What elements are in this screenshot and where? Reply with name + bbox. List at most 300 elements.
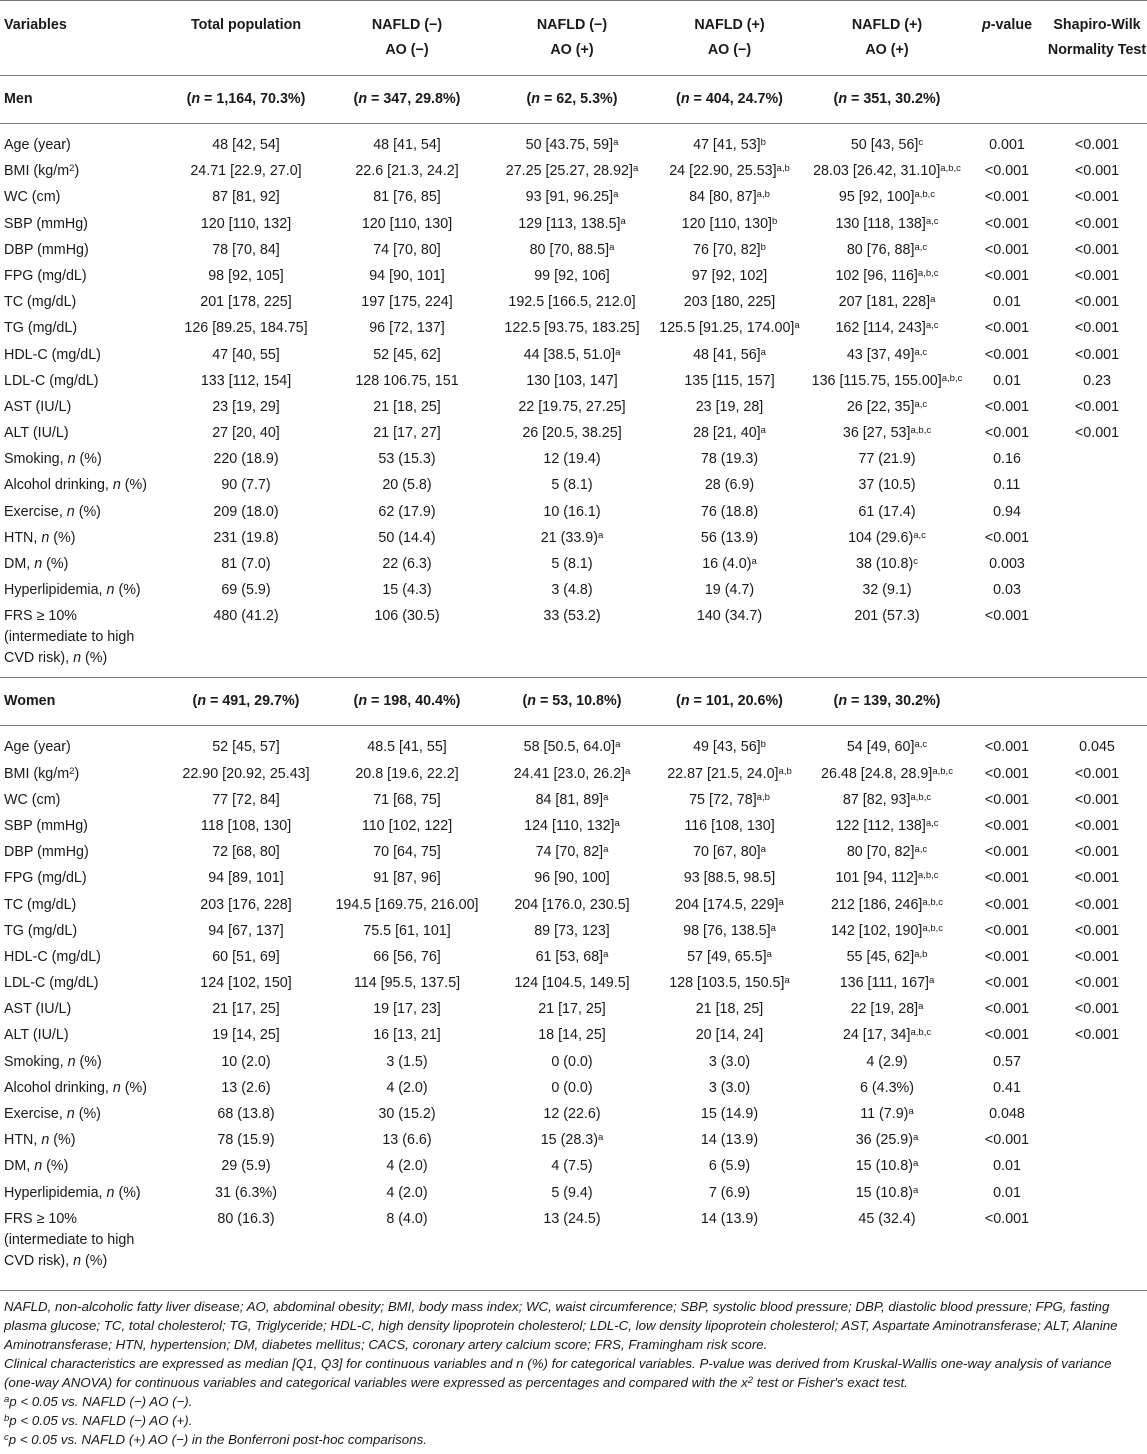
significance-marker: c: [913, 556, 918, 567]
italic-n: n: [358, 693, 368, 710]
italic-p: p: [981, 17, 991, 33]
data-cell: 204 [176.0, 230.5]: [514, 896, 630, 913]
data-cell: 61 (17.4): [858, 503, 916, 520]
data-cell: 15 (14.9): [700, 1106, 759, 1122]
significance-marker: a: [613, 189, 619, 201]
table-row: [0, 318, 1147, 344]
normality-cell: <0.001: [1074, 896, 1120, 913]
data-cell: 55 [45, 62]$^{a,b}$: [846, 948, 928, 965]
significance-marker: a: [918, 1001, 924, 1013]
group-label: Women: [4, 693, 56, 710]
group-count: (n = 404, 24.7%): [676, 91, 783, 107]
p-value-cell: 0.11: [993, 477, 1021, 494]
significance-marker: a: [766, 948, 772, 960]
normality-cell: [1047, 1078, 1147, 1104]
data-cell: 30 (15.2): [378, 1106, 436, 1122]
normality-cell: [1047, 1156, 1147, 1182]
italic-n: n: [73, 650, 82, 667]
data-cell: 22 (6.3): [382, 556, 432, 572]
data-cell: 98 [76, 138.5]$^a$: [683, 922, 776, 939]
data-cell: 21 $(33.9)^a$: [540, 529, 604, 546]
significance-marker: a: [912, 1132, 919, 1144]
p-value-cell: <0.001: [984, 739, 1030, 756]
header-line-1: NAFLD (−): [371, 17, 443, 33]
normality-cell: <0.001: [1074, 189, 1120, 206]
row-label: FPG (mg/dL): [4, 267, 87, 284]
data-cell: 26 [20.5, 38.25]: [522, 425, 622, 442]
significance-marker: a: [613, 137, 619, 148]
data-cell: 3 (3.0): [708, 1079, 751, 1096]
data-cell: 32 (9.1): [862, 582, 912, 599]
data-cell: 56 (13.9): [700, 529, 759, 546]
row-label: TG (mg/dL): [4, 320, 78, 337]
data-cell: 162 [114, 243]$^{a,c}$: [835, 320, 939, 337]
data-cell: 74 [70, 82]$^a$: [535, 844, 609, 861]
p-value-cell: 0.003: [989, 556, 1025, 572]
data-cell: 12 (22.6): [543, 1106, 601, 1122]
data-cell: 3 (3.0): [708, 1053, 751, 1070]
header-line-2: AO (−): [707, 42, 752, 58]
data-cell: 43 [37, 49]$^{a,c}$: [846, 346, 928, 363]
normality-cell: [1047, 1183, 1147, 1209]
group-count: (n = 347, 29.8%): [353, 91, 461, 107]
normality-cell: <0.001: [1074, 844, 1120, 861]
data-cell: 126 [89.25, 184.75]: [184, 320, 308, 337]
normality-cell: <0.001: [1074, 137, 1120, 153]
data-cell: 3 (1.5): [386, 1053, 428, 1070]
data-cell: 209 (18.0): [213, 503, 279, 520]
row-label: Hyperlipidemia, n (%): [4, 1184, 141, 1201]
p-value-cell: <0.001: [984, 215, 1030, 232]
data-cell: 28 [21, 40]$^a$: [693, 425, 766, 442]
table-row: [0, 921, 1147, 947]
column-header: [652, 1, 807, 76]
row-label: DM, n (%): [4, 1158, 69, 1175]
normality-cell: [1047, 528, 1147, 554]
header-line-1: NAFLD (+): [694, 17, 765, 33]
p-value-cell: <0.001: [984, 163, 1030, 180]
row-label: Age (year): [4, 137, 71, 153]
significance-marker: a: [760, 346, 766, 358]
data-cell: 102 [96, 116]$^{a,b,c}$: [835, 267, 939, 284]
data-cell: 192.5 [166.5, 212.0]: [508, 294, 636, 311]
italic-n: n: [67, 451, 76, 468]
row-label: LDL-C (mg/dL): [4, 372, 99, 389]
data-cell: 24.41 [23.0, 26.2]$^a$: [513, 765, 631, 782]
row-label: DBP (mmHg): [4, 844, 89, 861]
data-cell: 36 [27, 53]$^{a,b,c}$: [842, 425, 932, 442]
data-cell: 136 [111, 167]$^a$: [839, 975, 935, 992]
significance-marker: a,b: [776, 163, 790, 175]
data-cell: 106 (30.5): [374, 608, 440, 625]
italic-n: n: [41, 529, 50, 546]
normality-cell: <0.001: [1074, 241, 1120, 258]
table-row: [0, 868, 1147, 894]
p-value-cell: 0.01: [993, 294, 1021, 311]
normality-cell: <0.001: [1074, 975, 1120, 992]
group-count: (n = 139, 30.2%): [833, 693, 941, 710]
data-cell: 24 [22.90, 25.53]$^{a,b}$: [669, 163, 790, 180]
normality-cell: <0.001: [1074, 425, 1120, 442]
row-label: TG (mg/dL): [4, 922, 78, 939]
significance-marker: a,b,c: [917, 267, 939, 279]
data-cell: 21 [17, 25]: [538, 1001, 606, 1018]
normality-cell: <0.001: [1074, 922, 1120, 939]
significance-marker: a,b,c: [940, 163, 961, 175]
significance-marker: c: [918, 137, 924, 148]
data-cell: 120 [110, 132]: [200, 215, 292, 232]
data-cell: 97 [92, 102]: [691, 267, 768, 284]
data-cell: 84 [81, 89]$^a$: [535, 791, 609, 808]
header-line-1: NAFLD (+): [851, 17, 923, 33]
data-cell: 93 [91, 96.25]$^a$: [525, 189, 619, 206]
data-cell: 49 [43, 56]$^b$: [693, 739, 766, 756]
row-label: HTN, n (%): [4, 1132, 76, 1149]
data-cell: 78 (15.9): [217, 1132, 275, 1149]
data-cell: 22 [19, 28]$^a$: [850, 1001, 924, 1018]
data-cell: 13 (24.5): [543, 1210, 601, 1227]
row-label: LDL-C (mg/dL): [4, 975, 99, 992]
table-row: [0, 764, 1147, 790]
data-cell: 22.87 [21.5, 24.0]$^{a,b}$: [667, 765, 792, 782]
data-cell: 22.90 [20.92, 25.43]: [182, 765, 310, 782]
data-cell: 84 [80, 87]$^{a,b}$: [689, 189, 770, 206]
italic-n: n: [73, 1252, 82, 1269]
row-label: SBP (mmHg): [4, 215, 88, 232]
data-cell: 23 [19, 29]: [212, 398, 280, 415]
italic-n: n: [66, 1106, 75, 1122]
significance-marker: a,c: [925, 215, 939, 227]
significance-marker: a,b,c: [910, 1027, 932, 1039]
data-cell: 77 (21.9): [858, 451, 916, 468]
italic-n: n: [106, 582, 115, 599]
data-cell: 62 (17.9): [378, 503, 436, 520]
data-cell: 27.25 [25.27, 28.92]$^a$: [505, 163, 639, 180]
p-value-cell: <0.001: [984, 267, 1030, 284]
data-cell: 87 [81, 92]: [212, 189, 280, 206]
significance-marker: a,b: [778, 765, 792, 777]
data-cell: 94 [89, 101]: [208, 870, 284, 887]
data-cell: 6 (4.3%): [859, 1079, 915, 1096]
significance-marker: a,b: [756, 189, 770, 201]
italic-n: n: [191, 91, 201, 107]
significance-marker: a: [794, 320, 800, 332]
data-cell: 50 [43.75, 59]$^a$: [525, 137, 619, 153]
italic-n: n: [67, 1053, 76, 1070]
header-line-2: Normality Test: [1047, 42, 1147, 58]
data-cell: 81 (7.0): [221, 556, 271, 572]
group-count: (n = 62, 5.3%): [526, 91, 618, 107]
significance-marker: b: [760, 241, 766, 253]
data-cell: 33 (53.2): [543, 608, 601, 625]
table-row: [0, 423, 1147, 449]
data-cell: 15 $(28.3)^a$: [540, 1132, 604, 1149]
column-header: [967, 1, 1047, 76]
data-cell: 26 [22, 35]$^{a,c}$: [846, 398, 928, 415]
significance-marker: a: [609, 241, 615, 253]
table-row: [0, 528, 1147, 554]
significance-marker: a,c: [914, 739, 928, 751]
data-cell: 122.5 [93.75, 183.25]: [504, 320, 640, 337]
column-header: [1047, 1, 1147, 76]
data-cell: 120 [110, 130]: [361, 215, 453, 232]
data-cell: 48.5 [41, 55]: [367, 739, 447, 756]
significance-marker: a: [778, 896, 784, 908]
p-value-cell: <0.001: [984, 320, 1030, 337]
p-value-cell: <0.001: [984, 791, 1030, 808]
data-cell: 90 (7.7): [221, 477, 271, 494]
data-cell: 5 (8.1): [551, 477, 593, 494]
data-cell: 29 (5.9): [221, 1158, 271, 1175]
table-row: [0, 292, 1147, 318]
data-cell: 124 [102, 150]: [200, 975, 292, 992]
normality-cell: <0.001: [1074, 163, 1120, 180]
group-row: [0, 76, 1147, 124]
italic-n: n: [66, 503, 75, 520]
row-label: FRS ≥ 10% (intermediate to high CVD risk), n (%): [4, 608, 135, 667]
data-cell: 50 (14.4): [378, 529, 436, 546]
data-cell: 48 [41, 54]: [373, 137, 441, 153]
italic-n: n: [527, 693, 537, 710]
data-cell: 21 [17, 27]: [373, 425, 441, 442]
data-cell: 68 (13.8): [217, 1106, 275, 1122]
data-cell: 72 [68, 80]: [212, 844, 280, 861]
data-cell: 37 (10.5): [858, 477, 916, 494]
normality-cell: [1047, 449, 1147, 475]
italic-n: n: [680, 693, 690, 710]
footnote-marker: c: [4, 1431, 9, 1443]
table-row: [0, 580, 1147, 606]
data-cell: 19 [17, 23]: [373, 1001, 441, 1018]
italic-n: n: [358, 91, 368, 107]
data-cell: 20.8 [19.6, 22.2]: [355, 765, 459, 782]
significance-marker: a,c: [925, 320, 939, 332]
data-cell: 95 [92, 100]$^{a,b,c}$: [838, 189, 936, 206]
data-cell: 5 (9.4): [551, 1184, 593, 1201]
data-cell: 58 [50.5, 64.0]$^a$: [523, 739, 621, 756]
table-header: [0, 1, 1147, 76]
group-row: [0, 678, 1147, 726]
p-value-cell: <0.001: [984, 1027, 1030, 1044]
p-value-cell: <0.001: [984, 1132, 1030, 1149]
p-value-cell: 0.01: [993, 372, 1021, 389]
footnote-line: $^a$p < 0.05 vs. NAFLD (−) AO (−).: [4, 1393, 193, 1409]
data-cell: 140 (34.7): [696, 608, 763, 625]
data-cell: 24 [17, 34]$^{a,b,c}$: [842, 1027, 932, 1044]
significance-marker: a: [620, 215, 626, 227]
significance-marker: a: [615, 739, 621, 751]
row-label: Alcohol drinking, n (%): [4, 477, 148, 494]
table-row: [0, 1052, 1147, 1078]
p-value-cell: <0.001: [984, 1001, 1030, 1018]
data-cell: 19 (4.7): [704, 582, 755, 599]
table-row: [0, 266, 1147, 292]
normality-cell: <0.001: [1074, 791, 1120, 808]
empty-cell: [967, 76, 1047, 124]
data-cell: 118 [108, 130]: [200, 817, 292, 834]
data-cell: 7 (6.9): [708, 1184, 751, 1201]
group-count: (n = 53, 10.8%): [522, 693, 622, 710]
row-label: WC (cm): [4, 791, 61, 808]
data-cell: 120 [110, 130]$^b$: [681, 215, 778, 232]
row-label: ALT (IU/L): [4, 1027, 69, 1044]
significance-marker: a: [597, 1132, 604, 1144]
row-label: ALT (IU/L): [4, 425, 69, 442]
data-cell: 10 (16.1): [543, 503, 601, 520]
header-line-1: p-value: [981, 17, 1033, 33]
empty-cell: [967, 678, 1047, 726]
data-cell: 194.5 [169.75, 216.00]: [335, 896, 479, 913]
normality-cell: 0.23: [1083, 372, 1111, 389]
significance-marker: a: [597, 529, 604, 541]
data-cell: 18 [14, 25]: [538, 1027, 606, 1044]
normality-cell: <0.001: [1074, 1027, 1120, 1044]
significance-marker: a,b,c: [917, 870, 939, 882]
table-row: [0, 1078, 1147, 1104]
header-line-1: NAFLD (−): [536, 17, 608, 33]
p-value-cell: <0.001: [984, 1210, 1030, 1227]
p-value-cell: 0.03: [993, 582, 1021, 599]
significance-marker: a,b,c: [922, 922, 944, 934]
data-cell: 75.5 [61, 101]: [363, 922, 451, 939]
table-footnotes: [0, 1290, 1147, 1449]
column-header: [807, 1, 967, 76]
data-cell: 61 [53, 68]$^a$: [535, 948, 609, 965]
italic-n: n: [531, 91, 540, 107]
data-cell: 53 (15.3): [378, 451, 436, 468]
italic-n: n: [197, 693, 207, 710]
row-label: BMI $(kg/m^2)$: [4, 765, 80, 782]
significance-marker: a,c: [914, 398, 928, 410]
data-cell: 203 [180, 225]: [683, 294, 776, 311]
data-cell: 75 [72, 78]$^{a,b}$: [689, 791, 770, 808]
significance-marker: a,b,c: [932, 765, 953, 777]
row-label: DBP (mmHg): [4, 241, 89, 258]
table-row: [0, 1156, 1147, 1182]
data-cell: 57 [49, 65.5]$^a$: [687, 948, 772, 965]
significance-marker: a: [760, 425, 766, 437]
row-label: HDL-C (mg/dL): [4, 948, 101, 965]
data-cell: 76 (18.8): [700, 503, 759, 520]
normality-cell: <0.001: [1074, 948, 1120, 965]
footnote-line: $^b$p < 0.05 vs. NAFLD (−) AO (+).: [4, 1412, 193, 1428]
data-cell: 89 [73, 123]: [534, 922, 610, 939]
data-cell: 104 $(29.6)^{a,c}$: [848, 529, 926, 546]
p-value-cell: 0.41: [993, 1079, 1021, 1096]
data-cell: 5 (8.1): [551, 556, 593, 572]
data-cell: 22 [19.75, 27.25]: [518, 398, 626, 415]
row-label: WC (cm): [4, 189, 61, 206]
row-label: SBP (mmHg): [4, 817, 88, 834]
significance-marker: a: [908, 1106, 914, 1117]
table-body: [0, 76, 1147, 1280]
table-row: [0, 1104, 1147, 1130]
significance-marker: a: [770, 922, 776, 934]
data-cell: 28.03 [26.42, 31.10]$^{a,b,c}$: [813, 163, 961, 180]
significance-marker: a,b,c: [922, 896, 944, 908]
table-row: [0, 397, 1147, 423]
data-cell: 16 $(4.0)^a$: [702, 556, 757, 572]
table-row: [0, 973, 1147, 999]
column-header: [492, 1, 652, 76]
table-row: [0, 124, 1147, 162]
significance-marker: a,c: [913, 529, 926, 541]
data-cell: 4 (2.0): [386, 1184, 428, 1201]
table-row: [0, 606, 1147, 678]
data-cell: 0 (0.0): [551, 1079, 593, 1096]
data-cell: 21 [18, 25]: [695, 1001, 764, 1018]
row-label: Age (year): [4, 739, 71, 756]
data-cell: 98 [92, 105]: [208, 267, 284, 284]
data-cell: 69 (5.9): [221, 582, 271, 599]
data-cell: 142 [102, 190]$^{a,b,c}$: [830, 922, 944, 939]
p-value-cell: <0.001: [984, 922, 1030, 939]
table-row: [0, 345, 1147, 371]
normality-cell: [1047, 502, 1147, 528]
normality-cell: <0.001: [1074, 398, 1120, 415]
data-cell: 81 [76, 85]: [373, 189, 441, 206]
data-cell: 101 [94, 112]$^{a,b,c}$: [835, 870, 939, 887]
data-cell: 23 [19, 28]: [695, 398, 764, 415]
significance-marker: a: [603, 791, 609, 803]
data-cell: 130 [118, 138]$^{a,c}$: [835, 215, 939, 232]
data-cell: 220 (18.9): [213, 451, 279, 468]
data-cell: 10 (2.0): [221, 1053, 271, 1070]
p-value-cell: <0.001: [984, 189, 1030, 206]
significance-marker: a: [615, 346, 621, 358]
table-row: [0, 842, 1147, 868]
data-cell: 114 [95.5, 137.5]: [353, 975, 461, 992]
data-cell: 45 (32.4): [858, 1210, 916, 1227]
normality-cell: [1047, 1209, 1147, 1280]
data-cell: 13 (2.6): [221, 1079, 271, 1096]
data-cell: 201 [178, 225]: [200, 294, 292, 311]
table-row: [0, 1183, 1147, 1209]
data-cell: 99 [92, 106]: [534, 267, 610, 284]
group-count: (n = 351, 30.2%): [833, 91, 941, 107]
row-label: TC (mg/dL): [4, 896, 77, 913]
significance-marker: a,b,c: [941, 372, 963, 384]
p-value-cell: <0.001: [984, 817, 1030, 834]
significance-marker: a: [614, 817, 620, 829]
significance-marker: a: [760, 844, 766, 856]
data-cell: 94 [67, 137]: [208, 922, 284, 939]
significance-marker: a,b: [756, 791, 770, 803]
superscript: 2: [69, 163, 75, 175]
data-cell: 0 (0.0): [551, 1053, 593, 1070]
table-row: [0, 1025, 1147, 1051]
data-cell: 21 [18, 25]: [373, 398, 441, 415]
row-label: Alcohol drinking, n (%): [4, 1079, 148, 1096]
data-cell: 52 [45, 62]: [373, 346, 441, 363]
p-value-cell: 0.16: [993, 451, 1021, 468]
normality-cell: <0.001: [1074, 1001, 1120, 1018]
header-line-1: Shapiro-Wilk: [1053, 17, 1141, 33]
group-count: (n = 491, 29.7%): [192, 693, 300, 710]
normality-cell: [1047, 580, 1147, 606]
normality-cell: <0.001: [1074, 817, 1120, 834]
significance-marker: a: [912, 1184, 919, 1196]
header-row: [0, 1, 1147, 76]
data-cell: 87 [82, 93]$^{a,b,c}$: [842, 791, 932, 808]
data-cell: 50 [43, 56]$^c$: [850, 137, 924, 153]
row-label: HDL-C (mg/dL): [4, 346, 101, 363]
significance-marker: a,b,c: [910, 791, 932, 803]
data-cell: 77 [72, 84]: [212, 791, 280, 808]
p-value-cell: 0.048: [989, 1106, 1025, 1122]
normality-cell: [1047, 1052, 1147, 1078]
significance-marker: b: [760, 137, 766, 148]
